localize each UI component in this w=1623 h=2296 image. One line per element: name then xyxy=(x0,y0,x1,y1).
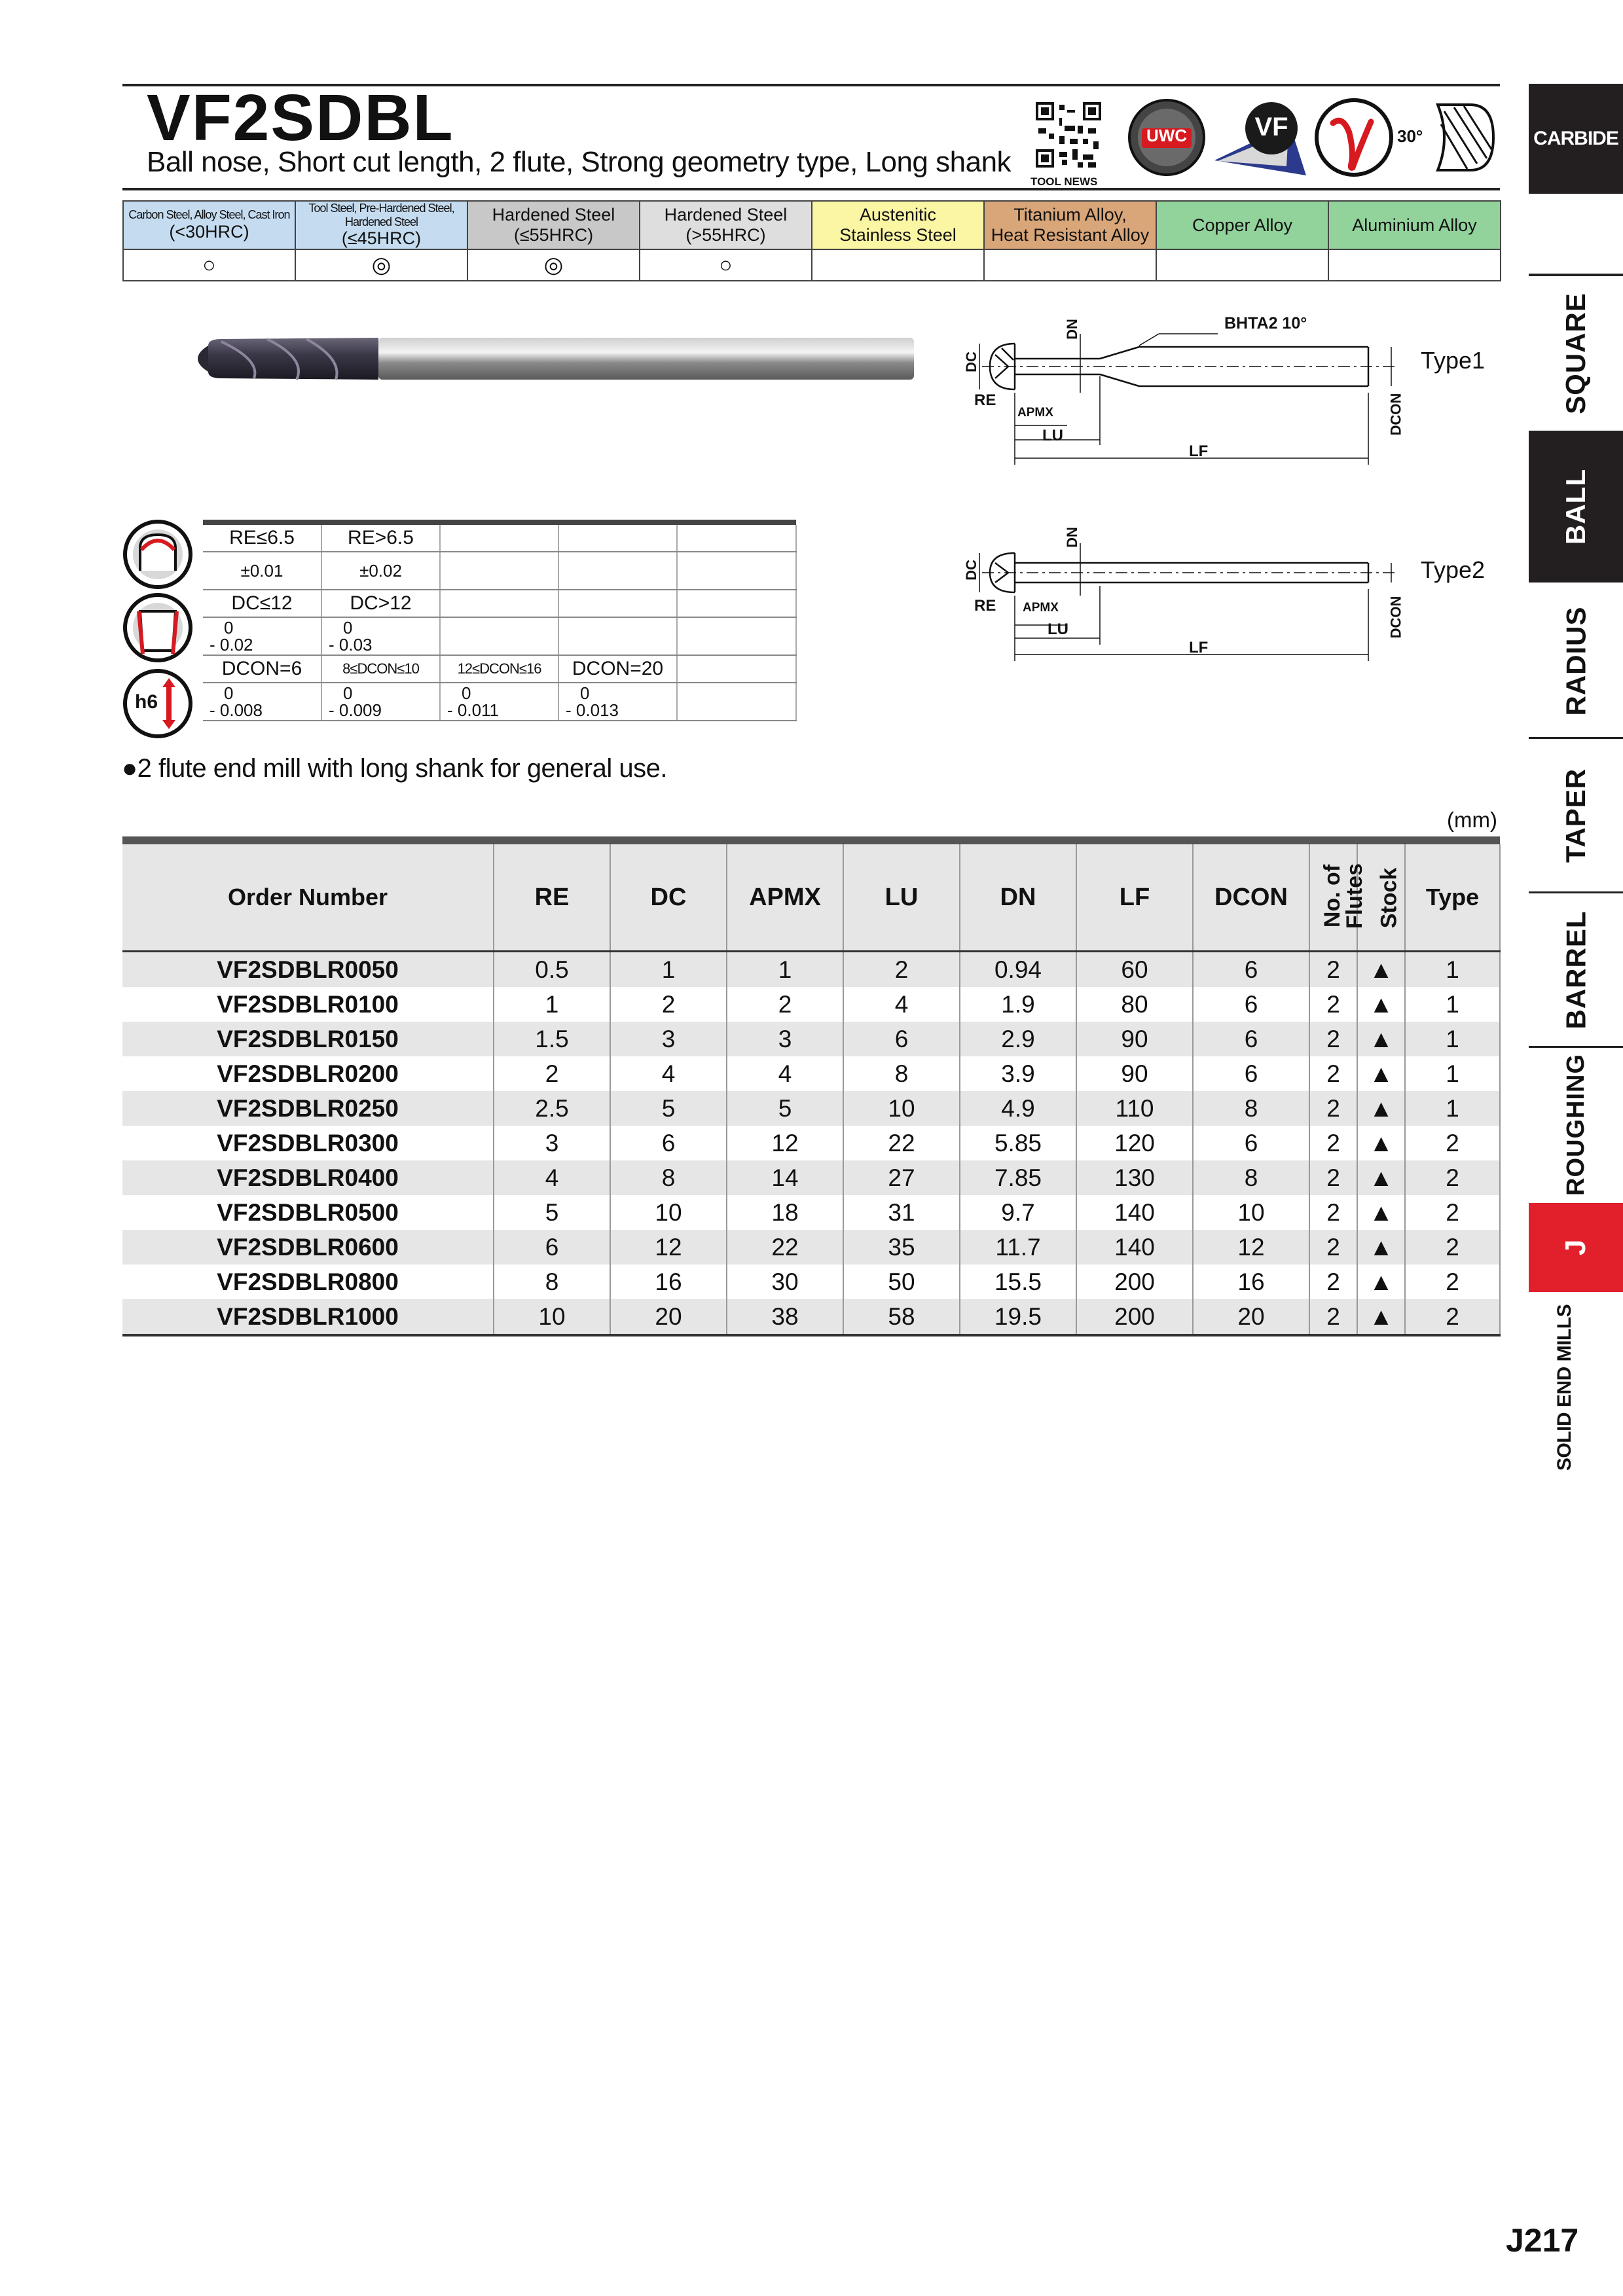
table-row xyxy=(122,1126,1500,1160)
re-tol-header: RE≤6.5 xyxy=(203,525,321,552)
table-cell: VF2SDBLR0800 xyxy=(122,1265,494,1299)
table-cell: 0.5 xyxy=(494,952,610,988)
table-cell: 2 xyxy=(1309,1056,1357,1091)
table-cell: 3 xyxy=(610,1022,727,1056)
table-cell: 50 xyxy=(843,1265,960,1299)
table-cell: 16 xyxy=(610,1265,727,1299)
table-cell: ▲ xyxy=(1357,1299,1405,1335)
material-cell: Austenitic Stainless Steel xyxy=(812,201,984,249)
table-cell: 35 xyxy=(843,1230,960,1265)
col-lu: LU xyxy=(843,844,960,952)
dim-dn-label: DN xyxy=(1063,319,1080,340)
suitability-mark xyxy=(1156,249,1328,281)
dim-dc-label: DC xyxy=(962,351,979,372)
table-cell: 2 xyxy=(1405,1265,1500,1299)
table-cell: 12 xyxy=(610,1230,727,1265)
table-cell: 140 xyxy=(1076,1195,1193,1230)
table-cell: 3 xyxy=(494,1126,610,1160)
tab-j-label: J xyxy=(1559,1239,1592,1256)
table-cell: 110 xyxy=(1076,1091,1193,1126)
table-cell: 2 xyxy=(1309,1195,1357,1230)
table-cell: VF2SDBLR0150 xyxy=(122,1022,494,1056)
table-cell: VF2SDBLR0400 xyxy=(122,1160,494,1195)
table-row xyxy=(122,987,1500,1022)
table-cell: 6 xyxy=(1193,1056,1309,1091)
type2-label: Type2 xyxy=(1421,556,1486,583)
tolerance-table-top-rule xyxy=(203,520,796,525)
table-cell: 4 xyxy=(610,1056,727,1091)
table-cell: VF2SDBLR0200 xyxy=(122,1056,494,1091)
table-cell: 15.5 xyxy=(960,1265,1076,1299)
table-cell: 2 xyxy=(1309,1091,1357,1126)
table-cell: 38 xyxy=(727,1299,843,1335)
material-cell: Hardened Steel (>55HRC) xyxy=(640,201,812,249)
table-cell: 5.85 xyxy=(960,1126,1076,1160)
table-cell: 2 xyxy=(1309,1160,1357,1195)
table-cell: 2 xyxy=(1309,1299,1357,1335)
dc-tol-value: 0 - 0.02 xyxy=(203,617,321,655)
table-cell: 1 xyxy=(727,952,843,988)
table-cell: ▲ xyxy=(1357,987,1405,1022)
table-cell: 1.5 xyxy=(494,1022,610,1056)
table-cell: 2 xyxy=(1405,1160,1500,1195)
table-cell: ▲ xyxy=(1357,1265,1405,1299)
table-cell: 2 xyxy=(1405,1230,1500,1265)
table-cell: 3.9 xyxy=(960,1056,1076,1091)
col-dc: DC xyxy=(610,844,727,952)
suitability-mark: ○ xyxy=(123,249,295,281)
table-cell: 80 xyxy=(1076,987,1193,1022)
table-cell: 2 xyxy=(1309,1126,1357,1160)
table-cell: ▲ xyxy=(1357,1091,1405,1126)
tool-news-label: TOOL NEWS xyxy=(1030,175,1098,188)
table-cell: 8 xyxy=(1193,1091,1309,1126)
table-cell: ▲ xyxy=(1357,1230,1405,1265)
feature-text: ●2 flute end mill with long shank for general use. xyxy=(122,754,667,783)
table-cell: 0.94 xyxy=(960,952,1076,988)
table-cell: VF2SDBLR0500 xyxy=(122,1195,494,1230)
table-cell: 120 xyxy=(1076,1126,1193,1160)
table-cell: VF2SDBLR0250 xyxy=(122,1091,494,1126)
table-cell: ▲ xyxy=(1357,1126,1405,1160)
table-cell: VF2SDBLR0050 xyxy=(122,952,494,988)
tab-barrel-label: BARREL xyxy=(1560,910,1591,1030)
table-cell: 12 xyxy=(727,1126,843,1160)
table-row xyxy=(122,1091,1500,1126)
table-cell: 58 xyxy=(843,1299,960,1335)
dc-tol-value: 0 - 0.03 xyxy=(321,617,440,655)
table-row xyxy=(122,1022,1500,1056)
table-cell: 6 xyxy=(1193,952,1309,988)
material-cell: Copper Alloy xyxy=(1156,201,1328,249)
end-mill-photo xyxy=(182,326,922,391)
dcon-tol-value: 0 - 0.008 xyxy=(203,683,321,721)
table-cell: 60 xyxy=(1076,952,1193,988)
tolerance-table xyxy=(203,520,797,721)
dc-tol-header: DC>12 xyxy=(321,590,440,617)
dc-tol-header: DC≤12 xyxy=(203,590,321,617)
suitability-mark: ○ xyxy=(640,249,812,281)
suitability-mark xyxy=(812,249,984,281)
table-cell: 2 xyxy=(843,952,960,988)
table-cell: 2 xyxy=(494,1056,610,1091)
page-number: J217 xyxy=(1506,2222,1579,2259)
dim-re-label: RE xyxy=(974,391,996,409)
diameter-tolerance-icon xyxy=(122,592,194,664)
table-row xyxy=(122,1230,1500,1265)
gamma-rake-icon xyxy=(1313,97,1395,178)
dcon-tol-value: 0 - 0.009 xyxy=(321,683,440,721)
bhta-label: BHTA2 10° xyxy=(1224,314,1307,332)
tab-ball[interactable] xyxy=(1529,431,1623,583)
type1-label: Type1 xyxy=(1421,347,1486,374)
carbide-label: CARBIDE xyxy=(1533,128,1618,149)
tab-square-label: SQUARE xyxy=(1560,293,1592,414)
table-cell: 1.9 xyxy=(960,987,1076,1022)
col-re: RE xyxy=(494,844,610,952)
table-cell: 7.85 xyxy=(960,1160,1076,1195)
table-cell: 5 xyxy=(610,1091,727,1126)
dcon-tol-value: 0 - 0.011 xyxy=(440,683,558,721)
table-cell: VF2SDBLR0300 xyxy=(122,1126,494,1160)
model-title: VF2SDBL xyxy=(147,81,454,154)
helix-shape-icon xyxy=(1425,98,1498,177)
table-cell: ▲ xyxy=(1357,1056,1405,1091)
material-suitability-table xyxy=(122,200,1501,281)
table-cell: 140 xyxy=(1076,1230,1193,1265)
dcon-tol-header: DCON=20 xyxy=(558,655,677,683)
table-row xyxy=(122,1265,1500,1299)
table-cell: 90 xyxy=(1076,1022,1193,1056)
table-cell: 130 xyxy=(1076,1160,1193,1195)
table-cell: 8 xyxy=(843,1056,960,1091)
table-cell: 2 xyxy=(1309,987,1357,1022)
tab-ball-label: BALL xyxy=(1559,469,1591,545)
col-dn: DN xyxy=(960,844,1076,952)
dim-dc-label-2: DC xyxy=(962,560,979,581)
tab-taper[interactable] xyxy=(1529,740,1623,893)
dim-apmx-label: APMX xyxy=(1017,406,1053,420)
table-cell: 14 xyxy=(727,1160,843,1195)
table-cell: 18 xyxy=(727,1195,843,1230)
table-cell: 2 xyxy=(1309,1230,1357,1265)
suitability-mark xyxy=(984,249,1156,281)
table-cell: 19.5 xyxy=(960,1299,1076,1335)
table-cell: 2 xyxy=(727,987,843,1022)
table-cell: 2 xyxy=(1309,1022,1357,1056)
table-cell: 8 xyxy=(494,1265,610,1299)
material-cell: Tool Steel, Pre-Hardened Steel, Hardened Steel (≤45HRC) xyxy=(295,201,467,249)
table-cell: 20 xyxy=(1193,1299,1309,1335)
table-cell: 10 xyxy=(843,1091,960,1126)
table-cell: VF2SDBLR0100 xyxy=(122,987,494,1022)
col-apmx: APMX xyxy=(727,844,843,952)
table-cell: 22 xyxy=(843,1126,960,1160)
table-cell: 4.9 xyxy=(960,1091,1076,1126)
col-lf: LF xyxy=(1076,844,1193,952)
table-cell: 9.7 xyxy=(960,1195,1076,1230)
col-type: Type xyxy=(1405,844,1500,952)
table-cell: 90 xyxy=(1076,1056,1193,1091)
col-dcon: DCON xyxy=(1193,844,1309,952)
table-cell: 1 xyxy=(494,987,610,1022)
table-row xyxy=(122,1056,1500,1091)
table-cell: 10 xyxy=(494,1299,610,1335)
table-cell: 2 xyxy=(1309,1265,1357,1299)
radius-tolerance-icon xyxy=(122,518,194,590)
col-no-of-flutes: No. of Flutes xyxy=(1309,844,1357,952)
dcon-tol-header: 8≤DCON≤10 xyxy=(321,655,440,683)
re-tol-value: ±0.02 xyxy=(321,552,440,590)
table-cell: 6 xyxy=(610,1126,727,1160)
table-cell: 1 xyxy=(1405,1022,1500,1056)
table-cell: 4 xyxy=(727,1056,843,1091)
table-cell: 22 xyxy=(727,1230,843,1265)
table-row xyxy=(122,1195,1500,1230)
tab-taper-label: TAPER xyxy=(1560,768,1592,863)
re-tol-header: RE>6.5 xyxy=(321,525,440,552)
table-cell: 5 xyxy=(494,1195,610,1230)
section-label: SOLID END MILLS xyxy=(1554,1304,1576,1471)
table-cell: 10 xyxy=(1193,1195,1309,1230)
table-cell: 4 xyxy=(843,987,960,1022)
dcon-tol-value: 0 - 0.013 xyxy=(558,683,677,721)
table-cell: 2 xyxy=(1405,1126,1500,1160)
dcon-tol-header: DCON=6 xyxy=(203,655,321,683)
suitability-mark xyxy=(1328,249,1501,281)
uwc-label: UWC xyxy=(1146,126,1188,145)
table-cell: 20 xyxy=(610,1299,727,1335)
table-cell: 8 xyxy=(1193,1160,1309,1195)
table-cell: 2 xyxy=(1309,952,1357,988)
carbide-tab[interactable] xyxy=(1529,84,1623,194)
dim-apmx-label-2: APMX xyxy=(1023,601,1059,615)
table-cell: 6 xyxy=(1193,1022,1309,1056)
table-cell: 27 xyxy=(843,1160,960,1195)
table-cell: 5 xyxy=(727,1091,843,1126)
dim-lu-label-2: LU xyxy=(1048,620,1068,638)
table-cell: VF2SDBLR0600 xyxy=(122,1230,494,1265)
table-cell: VF2SDBLR1000 xyxy=(122,1299,494,1335)
material-cell: Titanium Alloy, Heat Resistant Alloy xyxy=(984,201,1156,249)
tab-roughing[interactable] xyxy=(1529,1049,1623,1200)
table-cell: 2 xyxy=(1405,1195,1500,1230)
table-top-rule xyxy=(122,836,1500,844)
table-cell: ▲ xyxy=(1357,1195,1405,1230)
table-cell: 6 xyxy=(1193,987,1309,1022)
table-row xyxy=(122,952,1500,988)
tab-roughing-label: ROUGHING xyxy=(1561,1053,1590,1196)
dim-dcon-label-2: DCON xyxy=(1387,596,1404,639)
table-cell: 2 xyxy=(1405,1299,1500,1335)
table-cell: 6 xyxy=(494,1230,610,1265)
order-number-table xyxy=(122,844,1501,1336)
table-cell: 1 xyxy=(1405,1056,1500,1091)
header-bottom-rule xyxy=(122,188,1500,190)
vf-label: VF xyxy=(1254,113,1288,141)
table-cell: 200 xyxy=(1076,1299,1193,1335)
table-row xyxy=(122,1299,1500,1335)
table-cell: ▲ xyxy=(1357,952,1405,988)
suitability-mark: ◎ xyxy=(295,249,467,281)
table-cell: 1 xyxy=(1405,987,1500,1022)
col-order-number: Order Number xyxy=(122,844,494,952)
unit-label: (mm) xyxy=(1447,808,1497,832)
material-cell: Aluminium Alloy xyxy=(1328,201,1501,249)
tab-barrel[interactable] xyxy=(1529,894,1623,1048)
table-cell: 12 xyxy=(1193,1230,1309,1265)
table-cell: 2 xyxy=(610,987,727,1022)
dim-re-label-2: RE xyxy=(974,597,996,615)
table-cell: 6 xyxy=(1193,1126,1309,1160)
order-table-body xyxy=(122,952,1500,1336)
tab-j[interactable] xyxy=(1529,1203,1623,1292)
table-cell: ▲ xyxy=(1357,1160,1405,1195)
dim-lu-label: LU xyxy=(1042,427,1063,444)
table-cell: 4 xyxy=(494,1160,610,1195)
table-cell: 10 xyxy=(610,1195,727,1230)
table-cell: 1 xyxy=(610,952,727,988)
table-cell: 11.7 xyxy=(960,1230,1076,1265)
table-row xyxy=(122,1160,1500,1195)
table-cell: 2.5 xyxy=(494,1091,610,1126)
tab-square[interactable] xyxy=(1529,274,1623,431)
dim-dcon-label: DCON xyxy=(1387,393,1404,436)
col-stock: Stock xyxy=(1357,844,1405,952)
dcon-tol-header: 12≤DCON≤16 xyxy=(440,655,558,683)
material-cell: Hardened Steel (≤55HRC) xyxy=(467,201,640,249)
table-cell: 3 xyxy=(727,1022,843,1056)
suitability-mark: ◎ xyxy=(467,249,640,281)
tab-radius[interactable] xyxy=(1529,585,1623,739)
table-cell: 16 xyxy=(1193,1265,1309,1299)
tab-radius-label: RADIUS xyxy=(1560,606,1592,716)
table-cell: 2.9 xyxy=(960,1022,1076,1056)
dim-lf-label: LF xyxy=(1189,442,1209,460)
table-cell: 200 xyxy=(1076,1265,1193,1299)
dim-dn-label-2: DN xyxy=(1063,527,1080,548)
table-cell: 1 xyxy=(1405,952,1500,988)
re-tol-value: ±0.01 xyxy=(203,552,321,590)
qr-code-icon[interactable] xyxy=(1036,102,1101,168)
material-cell: Carbon Steel, Alloy Steel, Cast Iron (<30HRC) xyxy=(123,201,295,249)
table-cell: 1 xyxy=(1405,1091,1500,1126)
table-cell: 8 xyxy=(610,1160,727,1195)
table-cell: ▲ xyxy=(1357,1022,1405,1056)
dim-lf-label-2: LF xyxy=(1189,639,1209,656)
table-cell: 6 xyxy=(843,1022,960,1056)
h6-label: h6 xyxy=(135,691,158,713)
table-cell: 31 xyxy=(843,1195,960,1230)
model-subtitle: Ball nose, Short cut length, 2 flute, Strong geometry type, Long shank xyxy=(147,146,1012,178)
table-cell: 30 xyxy=(727,1265,843,1299)
helix-angle-label: 30° xyxy=(1397,126,1423,146)
